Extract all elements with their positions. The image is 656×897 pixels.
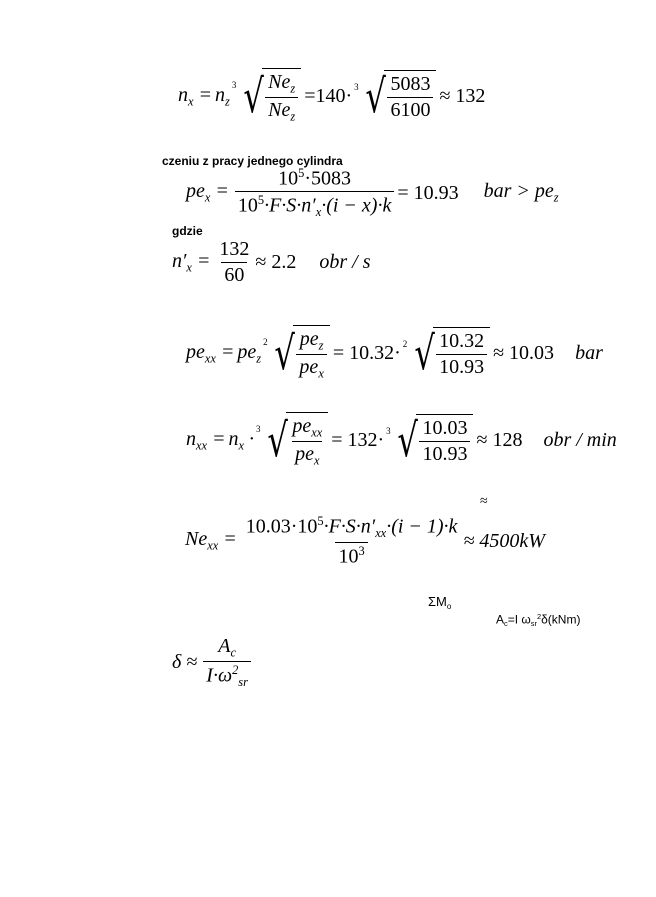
equation-pex [186, 166, 562, 220]
eq1-root: 3 √ $\frac{Ne_z}{Ne_z}$ [239, 68, 301, 125]
eq5-result: ≈ 128 [476, 428, 523, 451]
eq4-coef: = 10.32· [332, 341, 401, 364]
eq1-result: ≈ 132 [439, 84, 486, 107]
equation-nx [178, 68, 488, 125]
eq6-lhs: $Ne_{xx}$ = [185, 528, 237, 553]
eq4-unit: bar [575, 341, 603, 364]
eq3-result: ≈ 2.2 [255, 251, 297, 273]
eq4-root: 2 √ $\frac{pe_z}{pe_x}$ [270, 325, 330, 382]
equation-nxx [186, 412, 620, 469]
eq2-lhs: $pe_x$ = [186, 180, 229, 205]
eq2-result: = 10.93 [397, 181, 459, 204]
eq4-lhs: $pe_{xx}$ = [186, 340, 235, 365]
eq1-var: $n_z$ [215, 83, 230, 108]
eq4-result: ≈ 10.03 [493, 341, 555, 364]
eq6-result: ≈ 4500kW [463, 529, 545, 552]
eq1-numeric-root: 3 √ $\frac{5083}{6100}$ [361, 70, 436, 122]
eq3-unit: obr / s [319, 251, 371, 273]
eq3-lhs: $n'_x$ = [172, 249, 211, 275]
eq5-var: $n_x$ · [228, 427, 254, 452]
eq4-numeric-root: 2 √ $\frac{10.32}{10.93}$ [410, 327, 490, 379]
eq2-fraction: $\frac{10^5\cdot 5083}{10^5\cdot F\cdot S\cdot n'_x\cdot(i - x)\cdot k}$ [235, 166, 394, 220]
eq2-tail: bar > $pe_z$ [483, 180, 559, 205]
eq4-var: $pe_z$ [237, 340, 262, 365]
eq7-lhs: δ ≈ [172, 651, 198, 674]
eq1-lhs: $n_x$ = [178, 83, 212, 108]
eq3-fraction: $\frac{132}{60}$ [219, 238, 250, 286]
eq5-numeric-root: 3 √ $\frac{10.03}{10.93}$ [393, 414, 473, 466]
ac-formula-label: $A_c=I$ $\omega_{sr}^2\delta(kNm)$ [496, 612, 581, 629]
eq5-coef: = 132· [331, 428, 385, 451]
eq5-lhs: $n_{xx}$ = [186, 427, 226, 452]
eq7-fraction: $\frac{A_c}{I\cdot\omega^2_{sr}}$ [203, 635, 251, 690]
equation-delta [172, 635, 254, 690]
eq6-fraction: $\frac{10.03\cdot 10^5\cdot F\cdot S\cdot n'_{xx}\cdot(i - 1)\cdot k}{10^3}$ [245, 514, 458, 568]
eq5-root: 3 √ $\frac{pe_{xx}}{pe_x}$ [263, 412, 328, 469]
equation-pexx [186, 325, 606, 382]
eq1-coef: =140· [304, 84, 353, 107]
equation-nx-prime [172, 238, 373, 287]
equation-nexx [185, 514, 548, 568]
approx-symbol: ≈ [480, 494, 488, 509]
sum-m-label: $\Sigma M_o$ [428, 594, 452, 611]
eq5-unit: obr / min [543, 428, 617, 451]
text-gdzie: gdzie [172, 224, 203, 238]
text-czeniu: czeniu z pracy jednego cylindra [162, 154, 343, 168]
